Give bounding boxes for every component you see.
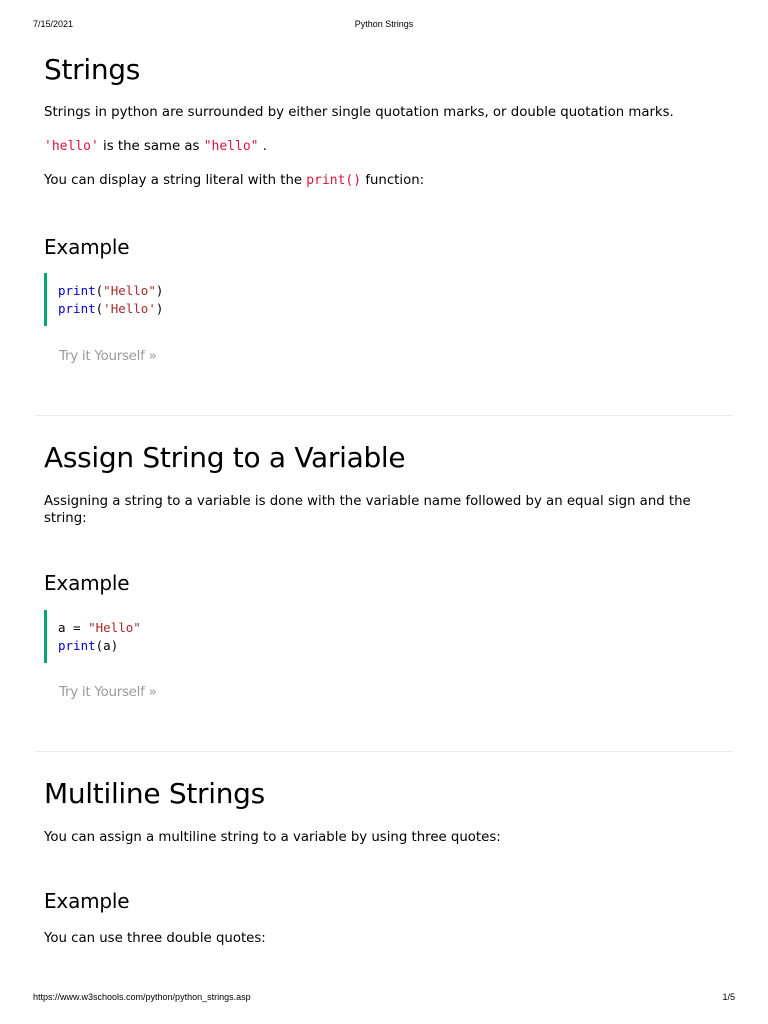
- code-line: [58, 282, 732, 300]
- example-heading: Example: [44, 571, 130, 595]
- try-it-block-1: [59, 345, 732, 364]
- heading-multiline: Multiline Strings: [44, 777, 265, 810]
- assign-example-block: [44, 610, 732, 663]
- code-string: "Hello": [88, 620, 141, 635]
- print-footer: [33, 992, 735, 1004]
- same-as-end: .: [262, 139, 267, 154]
- try-it-yourself-button[interactable]: Try it Yourself »: [59, 684, 157, 700]
- code-punct: ): [155, 300, 164, 316]
- code-line: [58, 300, 732, 318]
- code-line: [58, 619, 732, 637]
- assign-intro: Assigning a string to a variable is done with the variable name followed by an equal sign and the string:: [44, 494, 691, 526]
- section-assign: [44, 440, 732, 476]
- code-example: [44, 610, 732, 663]
- same-as-sentence: [44, 138, 732, 155]
- heading-strings: Strings: [44, 53, 141, 86]
- section-multiline: [44, 776, 732, 812]
- code-variable: a =: [58, 620, 89, 635]
- multiline-intro-block: [44, 829, 732, 846]
- multiline-example-text-block: [44, 930, 732, 947]
- section-strings: [44, 52, 732, 88]
- code-keyword: print: [58, 300, 96, 316]
- code-args: (a): [95, 637, 119, 653]
- print-date: 7/15/2021: [33, 19, 74, 29]
- strings-intro: Strings in python are surrounded by either single quotation marks, or double quotation marks.: [44, 105, 674, 120]
- page-number: 1/5: [722, 992, 735, 1002]
- same-as-text: is the same as: [103, 139, 200, 154]
- code-double-quote: "hello": [203, 139, 259, 154]
- heading-assign: Assign String to a Variable: [44, 441, 406, 474]
- display-end: function:: [365, 173, 425, 188]
- display-text: You can display a string literal with the: [44, 173, 303, 188]
- print-title: Python Strings: [354, 19, 414, 29]
- code-line: [58, 637, 732, 655]
- strings-example-heading-block: [44, 234, 732, 260]
- multiline-intro: You can assign a multiline string to a variable by using three quotes:: [44, 830, 501, 845]
- strings-example-block: [44, 273, 732, 326]
- example-heading: Example: [44, 235, 130, 259]
- multiline-example-heading-block: [44, 888, 732, 914]
- example-heading: Example: [44, 889, 130, 913]
- strings-display-line: [44, 172, 732, 189]
- print-header: [33, 19, 735, 31]
- code-single-quote: 'hello': [44, 139, 99, 154]
- section-divider: [36, 415, 732, 416]
- code-punct: ): [155, 283, 164, 298]
- try-it-yourself-button[interactable]: Try it Yourself »: [59, 348, 157, 364]
- code-punct: (: [95, 300, 104, 316]
- strings-same-line: [44, 138, 732, 155]
- assign-example-heading-block: [44, 570, 732, 596]
- code-keyword: print: [58, 637, 96, 653]
- multiline-example-text: You can use three double quotes:: [44, 931, 266, 946]
- page-url: https://www.w3schools.com/python/python_strings.asp: [33, 992, 251, 1002]
- code-punct: (: [95, 283, 104, 298]
- strings-intro-block: [44, 104, 732, 121]
- code-example: [44, 273, 732, 326]
- code-string: 'Hello': [103, 300, 156, 316]
- display-sentence: [44, 172, 732, 189]
- assign-intro-block: [44, 493, 732, 527]
- code-string: "Hello": [103, 283, 156, 298]
- code-print-function: print(): [306, 173, 362, 188]
- code-keyword: print: [58, 283, 96, 298]
- try-it-block-2: [59, 681, 732, 700]
- section-divider: [36, 751, 732, 752]
